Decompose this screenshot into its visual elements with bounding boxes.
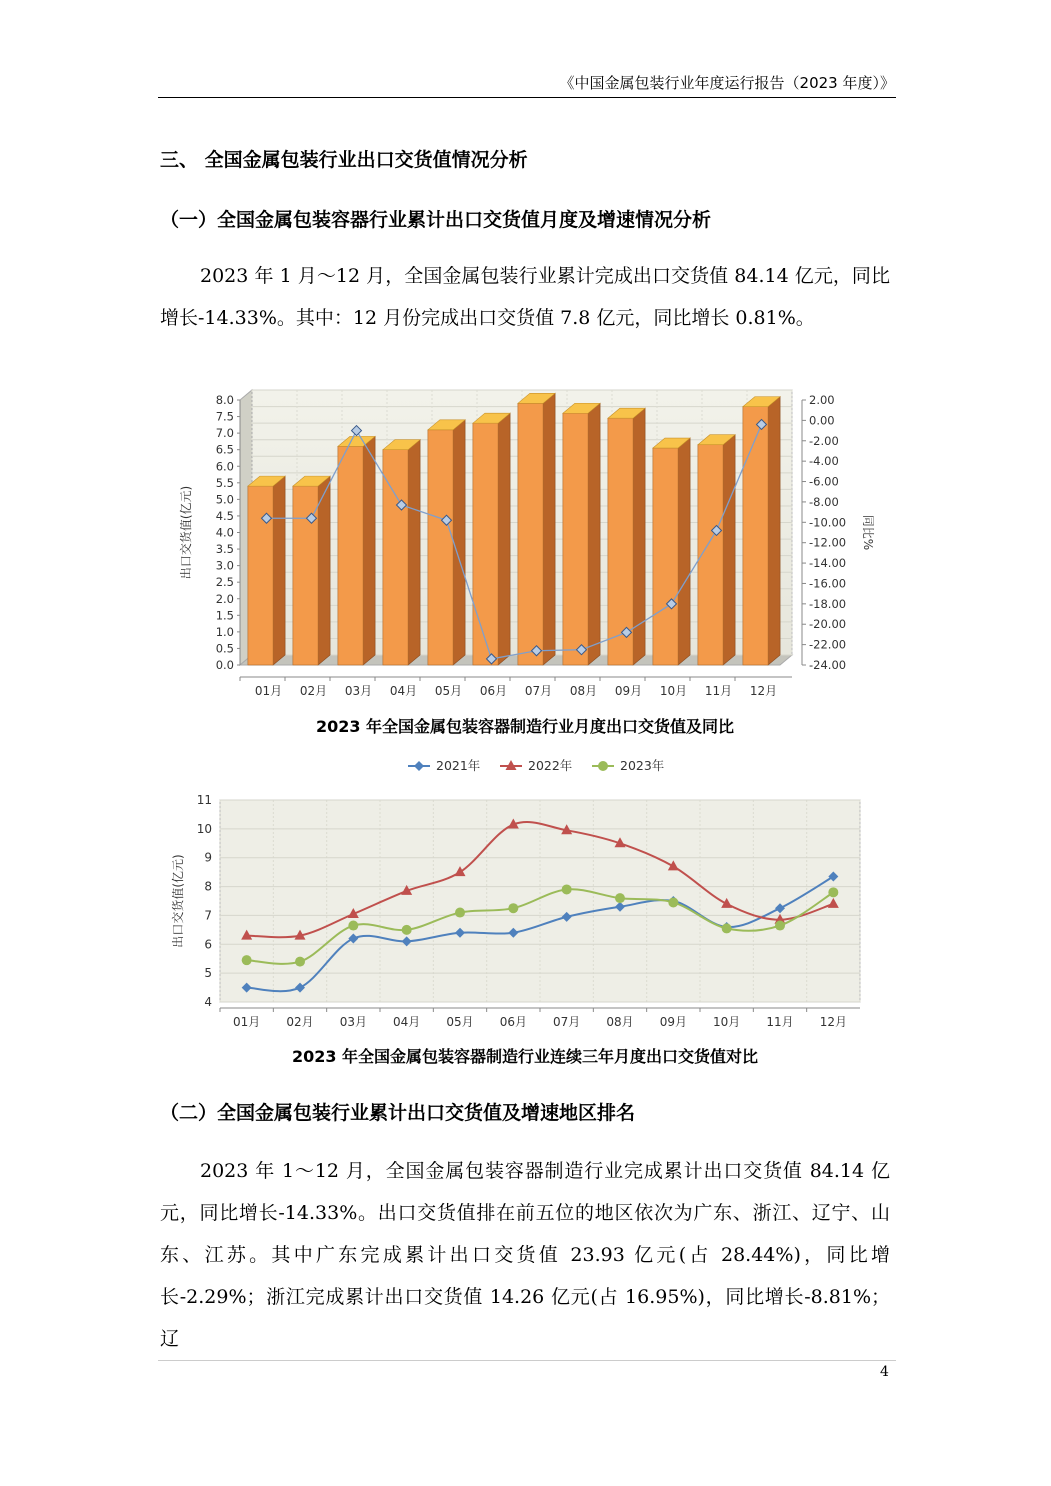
chart1-y2-tick: -18.00: [809, 596, 847, 611]
chart2-y-tick: 10: [196, 821, 212, 836]
header-rule: [158, 97, 896, 98]
footer-rule: [158, 1360, 896, 1361]
chart1-y2-tick: -10.00: [809, 515, 847, 530]
chart1-bar-side: [363, 436, 375, 665]
chart1-x-tick: 05月: [434, 684, 463, 698]
chart1-y-tick: 2.0: [215, 591, 234, 606]
chart1-y-label: 出口交货值(亿元): [179, 485, 193, 580]
chart1-y2-label: 同比%: [861, 514, 875, 551]
chart1-y2-tick: -22.00: [809, 637, 847, 652]
chart2-legend-marker: [598, 761, 608, 771]
chart2-y-tick: 4: [204, 995, 212, 1009]
chart1-y-tick: 2.5: [215, 575, 234, 590]
chart1-x-tick: 10月: [659, 684, 688, 698]
chart1-bar: [608, 418, 633, 665]
chart1-y2-tick: 2.00: [809, 393, 835, 407]
chart1-y-tick: 3.5: [215, 542, 234, 557]
chart1-y-tick: 8.0: [215, 393, 234, 407]
chart2-x-tick: 04月: [393, 1015, 421, 1029]
chart1-y2-tick: -14.00: [809, 556, 847, 571]
chart2-series-point: [615, 893, 625, 903]
chart1-bar: [563, 413, 588, 665]
chart1-x-tick: 02月: [299, 684, 328, 698]
chart2-x-tick: 12月: [819, 1015, 847, 1029]
chart2-y-label: 出口交货值(亿元): [171, 854, 185, 948]
chart1-y2-tick: -8.00: [809, 494, 839, 509]
chart1-x-tick: 03月: [344, 684, 373, 698]
chart2-series-point: [402, 925, 412, 935]
chart-monthly-export: [160, 375, 890, 705]
chart1-bar: [383, 450, 408, 665]
chart1-bar-side: [498, 413, 510, 665]
chart1-bar: [248, 486, 273, 665]
chart1-bar-side: [273, 476, 285, 665]
chart1-x-tick: 12月: [749, 684, 778, 698]
chart1-y2-tick: -12.00: [809, 535, 847, 550]
chart2-y-tick: 6: [204, 937, 212, 952]
chart1-y2-tick: -6.00: [809, 474, 839, 489]
chart1-x-tick: 11月: [704, 684, 733, 698]
chart1-y-tick: 5.0: [215, 492, 234, 507]
chart1-y-tick: 5.5: [215, 475, 234, 490]
chart2-x-tick: 03月: [339, 1015, 367, 1029]
chart-three-year-comparison: [160, 750, 890, 1035]
chart1-x-tick: 06月: [479, 684, 508, 698]
chart2-x-tick: 07月: [553, 1015, 581, 1029]
chart2-x-tick: 01月: [233, 1015, 261, 1029]
chart2-series-point: [242, 955, 252, 965]
chart2-series-point: [295, 957, 305, 967]
chart2-series-point: [668, 897, 678, 907]
chart2-caption: 2023 年全国金属包装容器制造行业连续三年月度出口交货值对比: [291, 1047, 759, 1066]
chart1-y-tick: 4.0: [215, 525, 234, 540]
chart2-legend-label: 2023年: [620, 758, 665, 773]
chart1-y2-tick: -2.00: [809, 433, 839, 448]
subsection-heading-2: （二）全国金属包装行业累计出口交货值及增速地区排名: [160, 1102, 636, 1124]
chart1-caption: 2023 年全国金属包装容器制造行业月度出口交货值及同比: [315, 717, 735, 736]
chart2-series-point: [455, 908, 465, 918]
chart1-bar: [428, 430, 453, 665]
chart2-x-tick: 06月: [499, 1015, 527, 1029]
chart1-y-tick: 6.5: [215, 442, 234, 457]
chart1-bar: [338, 446, 363, 665]
chart1-bar-side: [678, 438, 690, 665]
chart2-series-point: [722, 923, 732, 933]
chart2-x-tick: 02月: [286, 1015, 314, 1029]
chart1-y-tick: 6.0: [215, 459, 234, 474]
chart1-bar: [518, 403, 543, 665]
chart2-y-tick: 9: [204, 850, 212, 865]
chart1-y-tick: 1.0: [215, 624, 234, 639]
chart2-x-tick: 11月: [766, 1015, 794, 1029]
chart1-y2-tick: 0.00: [809, 413, 835, 428]
chart2-y-tick: 8: [204, 879, 212, 894]
page-number: 4: [880, 1364, 889, 1380]
chart1-y-tick: 3.0: [215, 558, 234, 573]
chart2-legend-marker: [414, 761, 424, 771]
chart1-bar-side: [588, 403, 600, 665]
chart1-bar-side: [408, 440, 420, 665]
chart1-x-tick: 01月: [254, 684, 283, 698]
subsection-heading-1: （一）全国金属包装容器行业累计出口交货值月度及增速情况分析: [160, 209, 712, 231]
chart2-x-tick: 05月: [446, 1015, 474, 1029]
chart2-y-tick: 7: [204, 908, 212, 923]
chart1-y2-tick: -24.00: [809, 658, 847, 672]
chart1-bar-side: [723, 435, 735, 665]
chart1-y-tick: 4.5: [215, 508, 234, 523]
chart2-series-point: [562, 884, 572, 894]
chart2-legend-label: 2022年: [528, 758, 573, 773]
chart1-y-tick: 1.5: [215, 608, 234, 623]
paragraph-1: 2023 年 1 月～12 月，全国金属包装行业累计完成出口交货值 84.14 亿元，同比增长-14.33%。其中：12 月份完成出口交货值 7.8 亿元，同比增长 0.81%。: [160, 265, 890, 329]
chart1-x-tick: 09月: [614, 684, 643, 698]
chart1-bar: [743, 407, 768, 665]
chart1-bar-side: [543, 393, 555, 665]
chart1-y2-tick: -20.00: [809, 617, 847, 632]
chart1-bar-side: [453, 420, 465, 665]
chart2-x-tick: 08月: [606, 1015, 634, 1029]
chart1-y-tick: 7.0: [215, 426, 234, 441]
chart2-y-tick: 5: [204, 966, 212, 981]
chart1-x-tick: 04月: [389, 684, 418, 698]
chart2-series-point: [775, 921, 785, 931]
chart2-series-point: [348, 921, 358, 931]
chart2-x-tick: 10月: [713, 1015, 741, 1029]
chart1-y2-tick: -4.00: [809, 454, 839, 469]
chart1-x-tick: 07月: [524, 684, 553, 698]
chart1-x-tick: 08月: [569, 684, 598, 698]
chart2-series-point: [508, 903, 518, 913]
chart2-legend-label: 2021年: [436, 758, 481, 773]
chart1-y-tick: 0.0: [215, 658, 234, 672]
chart1-bar-side: [768, 397, 780, 665]
chart1-bar: [473, 423, 498, 665]
section-heading: 三、 全国金属包装行业出口交货值情况分析: [160, 149, 528, 171]
chart2-x-tick: 09月: [659, 1015, 687, 1029]
chart1-bar-side: [318, 476, 330, 665]
chart1-y-tick: 7.5: [215, 409, 234, 424]
chart2-y-tick: 11: [196, 793, 212, 807]
chart2-series-point: [828, 887, 838, 897]
running-header: 《中国金属包装行业年度运行报告（2023 年度）》: [559, 74, 895, 92]
chart1-bar: [653, 448, 678, 665]
chart1-y2-tick: -16.00: [809, 576, 847, 591]
paragraph-2: 2023 年 1～12 月，全国金属包装容器制造行业完成累计出口交货值 84.14 亿元，同比增长-14.33%。出口交货值排在前五位的地区依次为广东、浙江、辽宁、山东、江苏。其中广东完成累计出口交货值 23.93 亿元(占 28.44%)，同比增长-2.29%；浙江完成累计出口交货值 14.26 亿元(占 16.95%)，同比增长-8.81%；辽: [160, 1160, 890, 1350]
chart1-y-tick: 0.5: [215, 641, 234, 656]
